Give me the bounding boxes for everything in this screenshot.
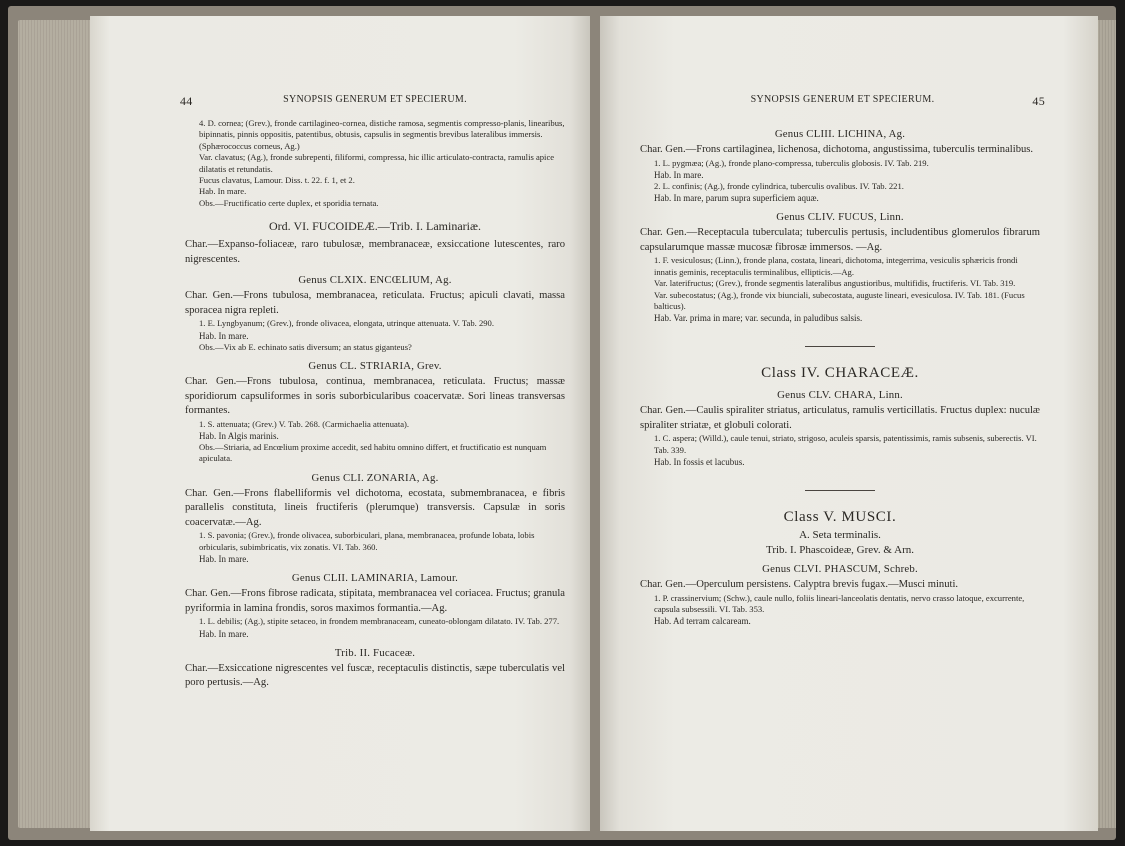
genus-character: Char. Gen.—Frons flabelliformis vel dichotoma, ecostata, submembranacea, e fibris parallelis constituta, lineis fructiferis (plerumque) transversis. Capsulæ in soris coacervatæ.—Ag. [185,487,565,528]
species-entry: 1. S. pavonia; (Grev.), fronde olivacea, suborbiculari, plana, membranacea, profunde lobata, lobis orbicularis, subimbricatis, vix zonatis. VI. Tab. 360. [199,530,535,552]
genus-character: Char. Gen.—Frons cartilaginea, lichenosa, dichotoma, angustissima, tuberculis terminalibus. [640,144,1034,155]
species-entry: 1. S. attenuata; (Grev.) V. Tab. 268. (Carmichaelia attenuata). [199,418,410,429]
habitat-entry: Hab. In Algis marinis. [199,430,279,441]
tribe-heading: Trib. I. Phascoideæ, Grev. & Arn. [766,544,914,557]
running-head-right [640,94,1045,108]
habitat-entry: Hab. In mare. [199,186,247,197]
genus-heading: Genus CLIII. LICHINA, Ag. [774,128,906,140]
genus-character: Char. Gen.—Frons tubulosa, continua, membranacea, reticulata. Fructus; massæ sporidiorum capsuliformes in soris suborbicularibus coacervatæ. Sori lineas transversas formantes. [185,376,565,417]
species-entry: 2. L. confinis; (Ag.), fronde cylindrica, tuberculis ovalibus. IV. Tab. 221. [654,180,904,191]
genus-heading: Genus CLVI. PHASCUM, Schreb. [762,563,918,576]
variety-entry: Var. clavatus; (Ag.), fronde subrepenti, filiformi, compressa, hic illic articulato-contracta, ramulis apice dilatatis et retundatis. [199,152,555,174]
habitat-entry: Hab. Var. prima in mare; var. secunda, in paludibus salsis. [654,313,863,324]
observation-entry: Obs.—Fructificatio certe duplex, et sporidia ternata. [199,197,379,208]
genus-heading: Genus CLXIX. ENCŒLIUM, Ag. [298,274,452,287]
running-head-text: SYNOPSIS GENERUM ET SPECIERUM. [283,94,467,105]
observation-entry: Obs.—Vix ab E. echinato satis diversum; an status giganteus? [199,341,412,352]
habitat-entry: Hab. In mare. [199,628,249,639]
running-head-left [180,94,570,108]
right-page [600,16,1098,831]
class-heading: Class IV. CHARACEÆ. [761,365,919,382]
genus-character: Char. Gen.—Receptacula tuberculata; tuberculis pertusis, includentibus glomerulos fibrarum capsularumque massæ mucosæ fibrosæ immersos. —Ag. [640,227,1040,253]
genus-character: Char. Gen.—Caulis spiraliter striatus, articulatus, ramulis verticillatis. Fructus duplex: nuculæ spiraliter striatæ, et globuli colorati. [640,405,1040,431]
synonym-entry: Fucus clavatus, Lamour. Diss. t. 22. f. 1, et 2. [199,175,355,186]
running-head-text: SYNOPSIS GENERUM ET SPECIERUM. [750,94,935,105]
species-entry: 1. E. Lyngbyanum; (Grev.), fronde olivacea, elongata, utrinque attenuata. V. Tab. 290. [199,318,495,329]
section-heading: A. Seta terminalis. [799,529,881,542]
genus-character: Char. Gen.—Frons fibrose radicata, stipitata, membranacea vel coriacea. Fructus; granula pyriformia in lamina frondis, soros maximos formantia.—Ag. [185,588,565,614]
left-page-body [185,118,565,691]
habitat-entry: Hab. In mare. [654,169,704,180]
section-divider [805,490,875,491]
tribe-heading: Trib. II. Fucaceæ. [334,646,416,659]
page-number: 44 [180,94,193,108]
genus-heading: Genus CL. STRIARIA, Grev. [308,360,442,373]
species-entry: 1. L. pygmæa; (Ag.), fronde plano-compressa, tuberculis globosis. IV. Tab. 219. [654,157,929,168]
observation-entry: Obs.—Striaria, ad Encœlium proxime accedit, sed habitu omnino differt, et fructificatio est nunquam apiculata. [199,441,547,464]
page-edges-left [18,20,90,828]
right-page-body [640,121,1040,627]
book-spread [8,6,1116,840]
species-entry: 1. F. vesiculosus; (Linn.), fronde plana, costata, lineari, dichotoma, integerrima, vesiculis sphæricis frondi innatis geminis, receptaculis terminalibus, ellipticis.—Ag. [654,255,1018,277]
species-entry: 1. C. aspera; (Willd.), caule tenui, striato, strigoso, aculeis sparsis, patentissimis, ramis subsenis, suberectis. VI. Tab. 339. [654,433,1037,455]
genus-character: Char. Gen.—Frons tubulosa, membranacea, reticulata. Fructus; apiculi clavati, massa sporacea nigra repleti. [185,290,565,316]
page-number: 45 [1032,94,1045,108]
page-edges-right [1098,20,1116,828]
habitat-entry: Hab. In mare. [199,330,249,341]
order-heading: Ord. VI. FUCOIDEÆ.—Trib. I. Laminariæ. [269,219,481,234]
genus-character: Char. Gen.—Operculum persistens. Calyptra brevis fugax.—Musci minuti. [640,579,959,591]
genus-heading: Genus CLI. ZONARIA, Ag. [311,471,439,484]
tribe-character: Char.—Exsiccatione nigrescentes vel fuscæ, receptaculis distinctis, sæpe tuberculatis vel poro pertusis.—Ag. [185,662,565,688]
species-entry: 4. D. cornea; (Grev.), fronde cartilagineo-cornea, distiche ramosa, segmentis compresso-planis, linearibus, bipinnatis, pinnis oppositis, patentibus, obtusis, capsulis in segmentis brevibus lateralibus immersis. (Sphærococcus corneus, Ag.) [199,118,565,151]
habitat-entry: Hab. In fossis et lacubus. [654,457,745,468]
variety-entry: Var. laterifructus; (Grev.), fronde segmentis lateralibus angustioribus, multifidis, fructiferis. VI. Tab. 319. [654,278,1016,289]
species-entry: 1. L. debilis; (Ag.), stipite setaceo, in frondem membranaceam, cuneato-oblongam dilatato. IV. Tab. 277. [199,616,560,627]
species-entry: 1. P. crassinervium; (Schw.), caule nullo, foliis lineari-lanceolatis dentatis, nervo crasso latoque, excurrente, capsula subsessili. VI. Tab. 353. [654,592,1025,615]
order-character: Char.—Expanso-foliaceæ, raro tubulosæ, membranaceæ, exsiccatione lutescentes, raro nigrescentes. [185,239,565,265]
genus-heading: Genus CLII. LAMINARIA, Lamour. [291,572,459,585]
left-page [90,16,590,831]
variety-entry: Var. subecostatus; (Ag.), fronde vix biunciali, subecostata, auguste lineari, evesiculosa. IV. Tab. 181. (Fucus balticus). [654,289,1025,311]
genus-heading: Genus CLIV. FUCUS, Linn. [776,211,904,224]
section-divider [805,346,875,347]
habitat-entry: Hab. In mare, parum supra superficiem aquæ. [654,193,819,204]
class-heading: Class V. MUSCI. [783,509,897,526]
habitat-entry: Hab. Ad terram calcaream. [654,616,751,627]
habitat-entry: Hab. In mare. [199,554,249,565]
genus-heading: Genus CLV. CHARA, Linn. [777,389,903,402]
